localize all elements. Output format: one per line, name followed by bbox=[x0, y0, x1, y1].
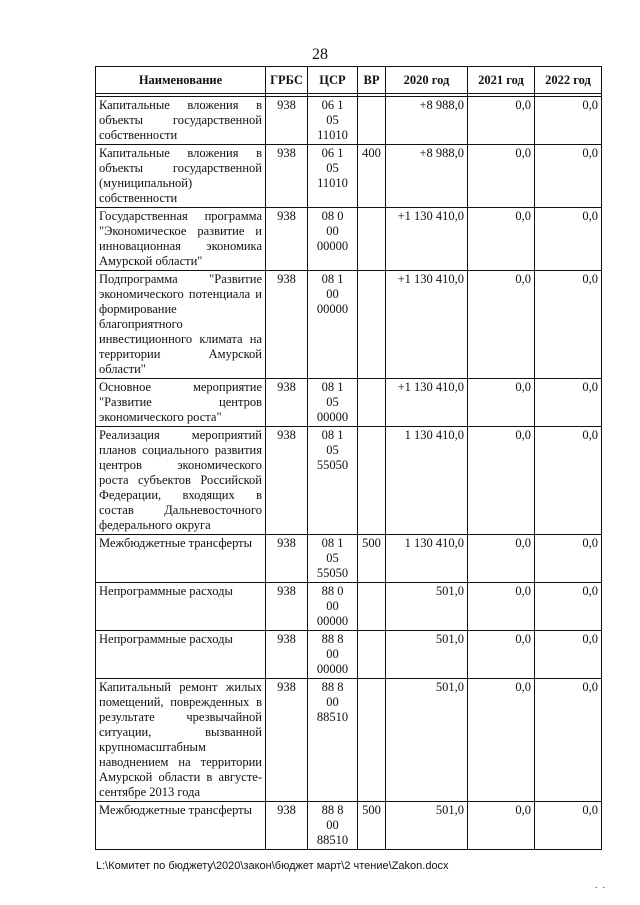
header-name: Наименование bbox=[96, 67, 266, 94]
table-row bbox=[96, 208, 602, 271]
page-number: 28 bbox=[312, 46, 328, 63]
cell-2022: 0,0 bbox=[535, 679, 602, 802]
cell-csr: 88 8 00 88510 bbox=[308, 802, 358, 850]
cell-grbs: 938 bbox=[266, 535, 308, 583]
cell-grbs: 938 bbox=[266, 145, 308, 208]
table-row bbox=[96, 583, 602, 631]
cell-vr bbox=[358, 97, 386, 145]
cell-2021: 0,0 bbox=[468, 679, 535, 802]
cell-2021: 0,0 bbox=[468, 145, 535, 208]
cell-2020: +8 988,0 bbox=[386, 97, 468, 145]
cell-vr: 400 bbox=[358, 145, 386, 208]
budget-table bbox=[95, 66, 602, 850]
cell-csr: 08 1 05 55050 bbox=[308, 535, 358, 583]
cell-name: Реализация мероприятий планов социального развития центров экономического роста субъектов Российской Федерации, входящих в состав Дальневосточного федерального округа bbox=[96, 427, 266, 535]
table-row bbox=[96, 97, 602, 145]
cell-vr bbox=[358, 679, 386, 802]
cell-csr: 08 1 00 00000 bbox=[308, 271, 358, 379]
cell-2020: 501,0 bbox=[386, 802, 468, 850]
cell-2020: +1 130 410,0 bbox=[386, 271, 468, 379]
cell-vr bbox=[358, 271, 386, 379]
cell-2022: 0,0 bbox=[535, 631, 602, 679]
cell-name: Государственная программа "Экономическое развитие и инновационная экономика Амурской области" bbox=[96, 208, 266, 271]
cell-csr: 08 1 05 00000 bbox=[308, 379, 358, 427]
cell-grbs: 938 bbox=[266, 379, 308, 427]
cell-vr bbox=[358, 379, 386, 427]
table-row bbox=[96, 427, 602, 535]
cell-2020: 1 130 410,0 bbox=[386, 535, 468, 583]
cell-2022: 0,0 bbox=[535, 208, 602, 271]
cell-2020: 1 130 410,0 bbox=[386, 427, 468, 535]
cell-2021: 0,0 bbox=[468, 631, 535, 679]
cell-2022: 0,0 bbox=[535, 97, 602, 145]
cell-vr: 500 bbox=[358, 535, 386, 583]
cell-2022: 0,0 bbox=[535, 583, 602, 631]
cell-name: Капитальные вложения в объекты государственной собственности bbox=[96, 97, 266, 145]
cell-name: Основное мероприятие "Развитие центров экономического роста" bbox=[96, 379, 266, 427]
header-grbs: ГРБС bbox=[266, 67, 308, 94]
cell-name: Капитальные вложения в объекты государственной (муниципальной) собственности bbox=[96, 145, 266, 208]
header-2022: 2022 год bbox=[535, 67, 602, 94]
cell-csr: 06 1 05 11010 bbox=[308, 145, 358, 208]
table-row bbox=[96, 802, 602, 850]
cell-grbs: 938 bbox=[266, 631, 308, 679]
cell-2021: 0,0 bbox=[468, 802, 535, 850]
cell-2022: 0,0 bbox=[535, 427, 602, 535]
cell-csr: 88 8 00 00000 bbox=[308, 631, 358, 679]
cell-grbs: 938 bbox=[266, 802, 308, 850]
cell-name: Подпрограмма "Развитие экономического потенциала и формирование благоприятного инвестиционного климата на территории Амурской области" bbox=[96, 271, 266, 379]
cell-grbs: 938 bbox=[266, 679, 308, 802]
cell-2022: 0,0 bbox=[535, 271, 602, 379]
table-row bbox=[96, 145, 602, 208]
cell-csr: 88 8 00 88510 bbox=[308, 679, 358, 802]
table-row bbox=[96, 679, 602, 802]
cell-2020: 501,0 bbox=[386, 583, 468, 631]
cell-2020: +1 130 410,0 bbox=[386, 208, 468, 271]
cell-vr bbox=[358, 631, 386, 679]
cell-2022: 0,0 bbox=[535, 802, 602, 850]
cell-2020: +1 130 410,0 bbox=[386, 379, 468, 427]
cell-grbs: 938 bbox=[266, 97, 308, 145]
header-2021: 2021 год bbox=[468, 67, 535, 94]
table-row bbox=[96, 379, 602, 427]
cell-2021: 0,0 bbox=[468, 271, 535, 379]
table-row bbox=[96, 271, 602, 379]
cell-name: Межбюджетные трансферты bbox=[96, 802, 266, 850]
cell-name: Непрограммные расходы bbox=[96, 583, 266, 631]
cell-2022: 0,0 bbox=[535, 145, 602, 208]
header-2020: 2020 год bbox=[386, 67, 468, 94]
cell-csr: 08 0 00 00000 bbox=[308, 208, 358, 271]
table-row bbox=[96, 631, 602, 679]
cell-grbs: 938 bbox=[266, 271, 308, 379]
cell-2021: 0,0 bbox=[468, 535, 535, 583]
cell-2020: 501,0 bbox=[386, 679, 468, 802]
cell-2020: +8 988,0 bbox=[386, 145, 468, 208]
table-row bbox=[96, 535, 602, 583]
cell-grbs: 938 bbox=[266, 583, 308, 631]
header-vr: ВР bbox=[358, 67, 386, 94]
cell-grbs: 938 bbox=[266, 427, 308, 535]
cell-2022: 0,0 bbox=[535, 379, 602, 427]
table-body bbox=[96, 94, 602, 850]
cell-name: Непрограммные расходы bbox=[96, 631, 266, 679]
table-header-row bbox=[96, 67, 602, 94]
cell-grbs: 938 bbox=[266, 208, 308, 271]
file-path-footer: L:\Комитет по бюджету\2020\закон\бюджет март\2 чтение\Zakon.docx bbox=[96, 860, 449, 872]
header-csr: ЦСР bbox=[308, 67, 358, 94]
scan-mark: . . bbox=[595, 880, 605, 891]
cell-csr: 88 0 00 00000 bbox=[308, 583, 358, 631]
cell-vr bbox=[358, 208, 386, 271]
cell-name: Межбюджетные трансферты bbox=[96, 535, 266, 583]
cell-vr bbox=[358, 427, 386, 535]
cell-name: Капитальный ремонт жилых помещений, поврежденных в результате чрезвычайной ситуации, вызванной крупномасштабным наводнением на территории Амурской области в августе-сентябре 2013 года bbox=[96, 679, 266, 802]
cell-2021: 0,0 bbox=[468, 208, 535, 271]
cell-2022: 0,0 bbox=[535, 535, 602, 583]
cell-2021: 0,0 bbox=[468, 97, 535, 145]
cell-2020: 501,0 bbox=[386, 631, 468, 679]
cell-2021: 0,0 bbox=[468, 583, 535, 631]
cell-2021: 0,0 bbox=[468, 427, 535, 535]
cell-2021: 0,0 bbox=[468, 379, 535, 427]
cell-vr bbox=[358, 583, 386, 631]
cell-csr: 06 1 05 11010 bbox=[308, 97, 358, 145]
cell-vr: 500 bbox=[358, 802, 386, 850]
cell-csr: 08 1 05 55050 bbox=[308, 427, 358, 535]
